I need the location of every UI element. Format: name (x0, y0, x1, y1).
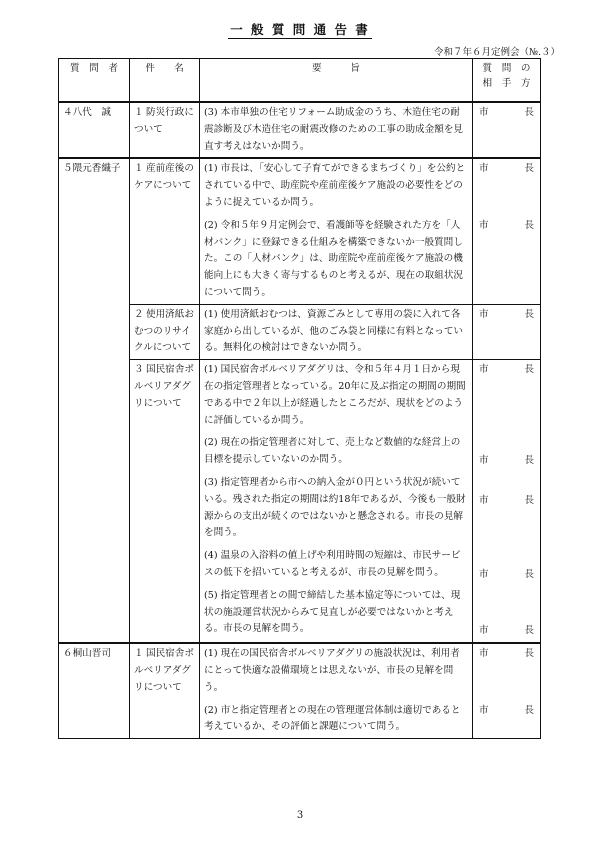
table-row (59, 360, 541, 643)
subject-cell: １ 国民宿舎ボルベリアダグリについて (130, 643, 200, 738)
list-item: (3) 指定管理者から市への納入金が０円という状況が続いている。残された指定の期間は約18年であるが、今後も一般財源からの支出が続くのではないかと懸念される。市長の見解を問う。 (204, 476, 466, 539)
list-item: (1) 国民宿舎ボルベリアダグリは、令和５年４月１日から現在の指定管理者となっている。20年に及ぶ指定の期間の期間である中で２年以上が経過したところだが、現状をどのように評価しているか問う。 (204, 364, 466, 426)
content-cell (200, 360, 473, 643)
respondent-cell: 市 長 (473, 304, 541, 359)
list-item: (2) 現在の指定管理者に対して、売上など数値的な経営上の目標を提示していないのか問う。 (204, 437, 461, 466)
content-cell (200, 643, 473, 738)
respondent-cell: 市 長 市 長 市 長 市 長 市 長 (473, 360, 541, 643)
session-label: 令和７年６月定例会（№.３） (433, 47, 560, 58)
header-questioner: 質 問 者 (59, 59, 130, 103)
list-item: (1) 市長は、「安心して子育てができるまちづくり」を公約とされている中で、助産院や産前産後ケア施設の必要性をどのように捉えているか問う。 (204, 163, 466, 208)
content-cell: (3) 本市単独の住宅リフォーム助成金のうち、木造住宅の耐震診断及び木造住宅の耐震改修のための工事の助成金額を見直す考えはないか問う。 (200, 102, 473, 158)
table-row (59, 158, 541, 304)
list-item: (2) 令和５年９月定例会で、看護師等を経験された方を「人材バンク」に登録できる仕組みを構築できないか一般質問した。この「人材バンク」は、助産院や産前産後ケア施設の機能向上にも大きく寄与するものと考えるが、現在の取組状況について問う。 (204, 219, 464, 298)
content-cell (200, 158, 473, 304)
questioner-cell: ５隈元香織子 (59, 158, 130, 643)
respondent-cell: 市 長 (473, 102, 541, 158)
document-title: 一 般 質 問 通 告 書 (230, 22, 370, 37)
subject-cell: ３ 国民宿舎ボルベリアダグリについて (130, 360, 200, 643)
questioner-cell: ６桐山晋司 (59, 643, 130, 738)
table-row (59, 643, 541, 738)
subject-cell: ２ 使用済紙おむつのリサイクルについて (130, 304, 200, 359)
table-row (59, 304, 541, 359)
subject-cell: １ 防災行政について (130, 102, 200, 158)
header-subject: 件 名 (130, 59, 200, 103)
questioner-cell: ４八代 誠 (59, 102, 130, 158)
table-row (59, 102, 541, 158)
questions-table (58, 58, 541, 739)
page-number: 3 (296, 810, 304, 821)
table-header-row (59, 59, 541, 103)
subject-cell: １ 産前産後のケアについて (130, 158, 200, 304)
list-item: (2) 市と指定管理者との現在の管理運営体制は適切であると考えているか、その評価と課題について問う。 (204, 704, 461, 733)
header-content: 要 旨 (200, 59, 473, 103)
respondent-cell: 市 長 市 長 (473, 158, 541, 304)
respondent-cell: 市 長 市 長 (473, 643, 541, 738)
content-cell: (1) 使用済紙おむつは、資源ごみとして専用の袋に入れて各家庭から出しているが、他のごみ袋と同様に有料となっている。無料化の検討はできないか問う。 (200, 304, 473, 359)
list-item: (5) 指定管理者との間で締結した基本協定等については、現状の施設運営状況からみて見直しが必要ではないかと考える。市長の見解を問う。 (204, 589, 461, 635)
header-respondent: 質 問 の 相 手 方 (473, 59, 541, 103)
list-item: (1) 現在の国民宿舎ボルベリアダグリの施設状況は、利用者にとって快適な設備環境とは思えないが、市長の見解を問う。 (204, 648, 460, 693)
list-item: (4) 温泉の入浴料の値上げや利用時間の短縮は、市民サービスの低下を招いていると考えるが、市長の見解を問う。 (204, 550, 461, 578)
